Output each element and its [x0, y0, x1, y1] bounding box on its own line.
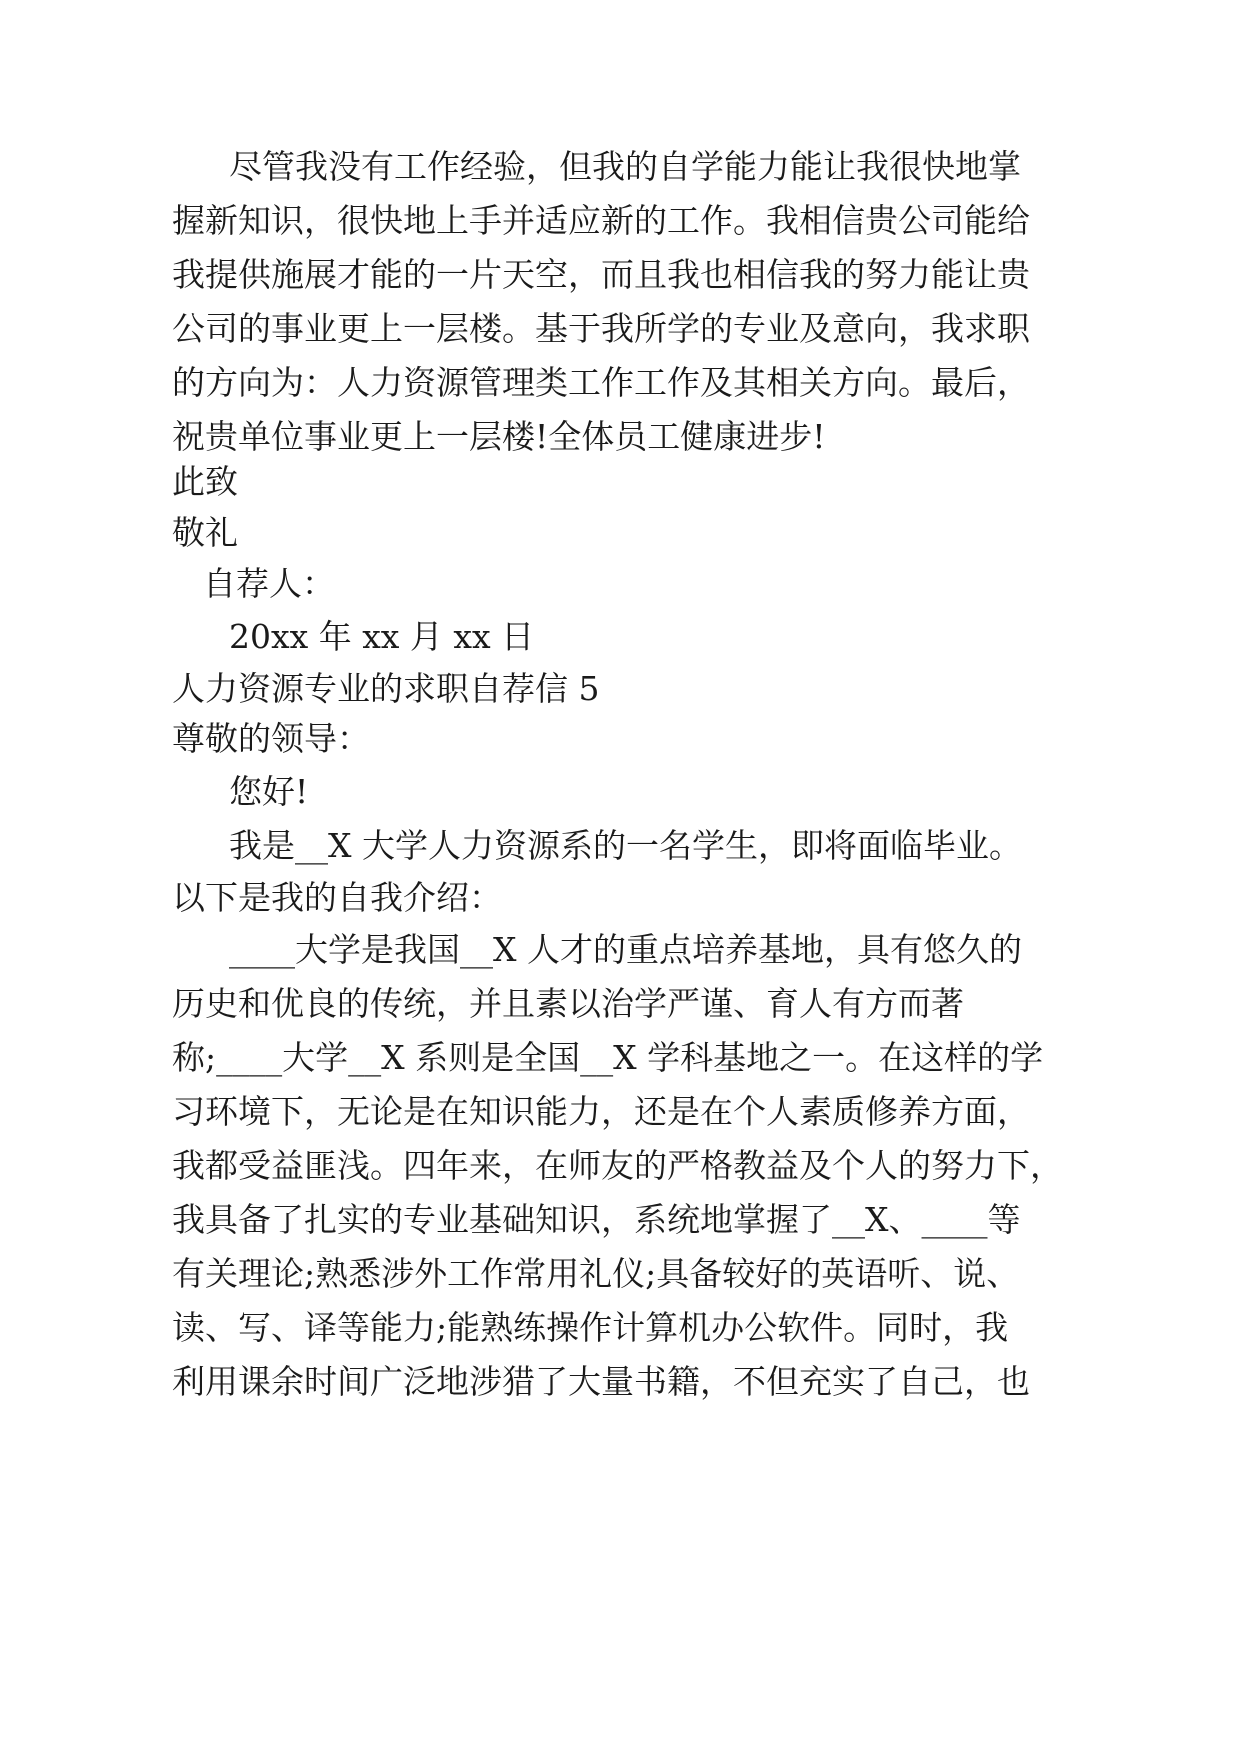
body-line: 读、写、译等能力;能熟练操作计算机办公软件。同时，我 [172, 1308, 1009, 1347]
body-line: 有关理论;熟悉涉外工作常用礼仪;具备较好的英语听、说、 [172, 1254, 1020, 1293]
paragraph-line: 尽管我没有工作经验，但我的自学能力能让我很快地掌 [229, 147, 1021, 186]
letter-title: 人力资源专业的求职自荐信 5 [172, 669, 600, 708]
letter-date: 20xx 年 xx 月 xx 日 [229, 617, 535, 656]
body-line: 称;____大学__X 系则是全国__X 学科基地之一。在这样的学 [172, 1038, 1044, 1077]
closing-regards: 敬礼 [172, 513, 238, 552]
paragraph-line: 祝贵单位事业更上一层楼!全体员工健康进步! [172, 417, 826, 456]
paragraph-line: 的方向为：人力资源管理类工作工作及其相关方向。最后， [172, 363, 1030, 402]
paragraph-line: 握新知识，很快地上手并适应新的工作。我相信贵公司能给 [172, 201, 1030, 240]
body-line: ____大学是我国__X 人才的重点培养基地，具有悠久的 [229, 930, 1022, 969]
paragraph-line: 我提供施展才能的一片天空，而且我也相信我的努力能让贵 [172, 255, 1030, 294]
letter-recipient: 尊敬的领导： [172, 719, 370, 758]
body-line: 我具备了扎实的专业基础知识，系统地掌握了__X、____等 [172, 1200, 1021, 1239]
body-line: 历史和优良的传统，并且素以治学严谨、育人有方而著 [172, 984, 964, 1023]
letter-greeting: 您好! [229, 772, 309, 811]
signer-label: 自荐人： [203, 564, 335, 603]
closing-salutation: 此致 [172, 462, 238, 501]
body-line: 我都受益匪浅。四年来，在师友的严格教益及个人的努力下， [172, 1146, 1063, 1185]
body-line: 习环境下，无论是在知识能力，还是在个人素质修养方面， [172, 1092, 1030, 1131]
paragraph-line: 公司的事业更上一层楼。基于我所学的专业及意向，我求职 [172, 309, 1030, 348]
intro-line: 以下是我的自我介绍： [172, 878, 502, 917]
intro-line: 我是__X 大学人力资源系的一名学生，即将面临毕业。 [229, 826, 1022, 865]
body-line: 利用课余时间广泛地涉猎了大量书籍，不但充实了自己，也 [172, 1362, 1030, 1401]
